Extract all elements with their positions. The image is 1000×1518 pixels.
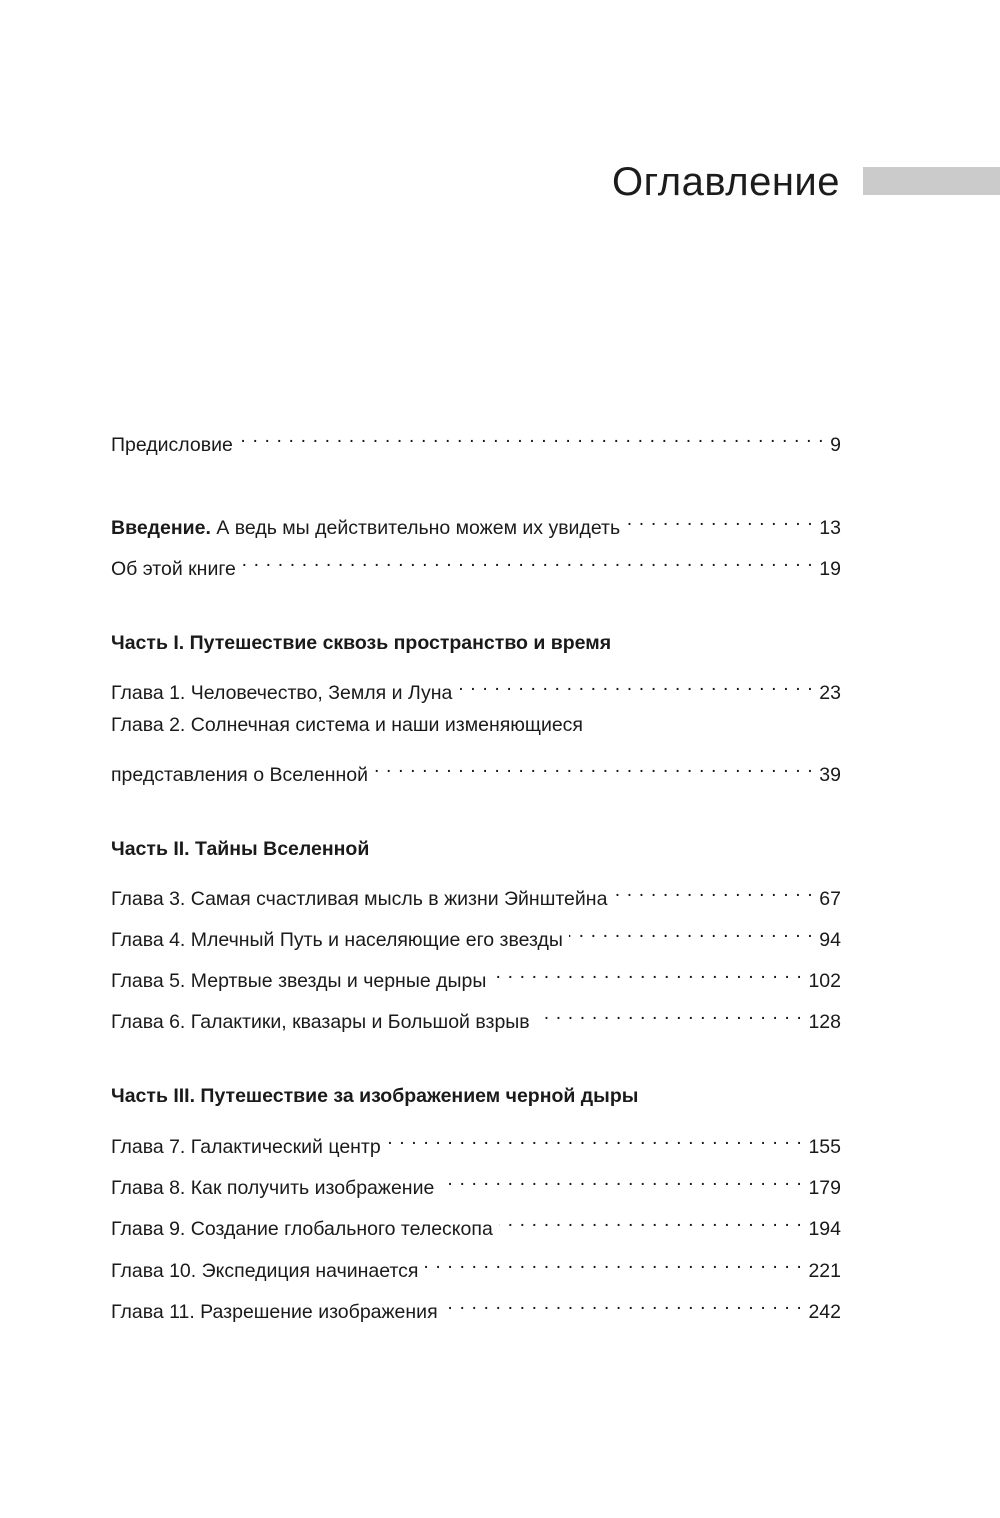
toc-entry-page: 194 [808, 1218, 841, 1240]
toc-entry-page: 67 [819, 888, 841, 910]
toc-entry-label: Об этой книге [111, 558, 236, 580]
toc-entry-chapter[interactable] [111, 1123, 841, 1158]
page-title: Оглавление [611, 160, 840, 204]
toc-entry-chapter[interactable] [111, 669, 841, 704]
toc-entry-chapter[interactable] [111, 1247, 841, 1282]
toc-entry-page: 128 [808, 1011, 841, 1033]
toc-entry-page: 179 [808, 1177, 841, 1199]
part-title: Часть III. Путешествие за изображением черной дыры [111, 1085, 639, 1107]
dot-leader [458, 669, 813, 699]
toc-entry-chapter[interactable] [111, 751, 841, 786]
toc-entry-chapter[interactable] [111, 1205, 841, 1240]
toc-entry-label: Глава 7. Галактический центр [111, 1136, 381, 1158]
toc-entry-page: 242 [808, 1301, 841, 1323]
dot-leader [499, 1205, 803, 1235]
dot-leader [425, 1247, 803, 1277]
dot-leader [613, 875, 813, 905]
toc-entry-chapter[interactable] [111, 875, 841, 910]
dot-leader [444, 1288, 803, 1318]
toc-entry-page: 102 [808, 970, 841, 992]
toc-entry-chapter[interactable] [111, 916, 841, 951]
toc-entry-page: 221 [808, 1260, 841, 1282]
toc-entry-label: Глава 1. Человечество, Земля и Луна [111, 682, 453, 704]
toc-entry-preface[interactable] [111, 421, 841, 456]
dot-leader [536, 998, 803, 1028]
toc-entry-label: Глава 11. Разрешение изображения [111, 1301, 438, 1323]
intro-bold-label: Введение. [111, 517, 211, 539]
dot-leader [626, 504, 813, 534]
part-title: Часть I. Путешествие сквозь пространство и время [111, 632, 612, 654]
toc-entry-label: Глава 3. Самая счастливая мысль в жизни Эйнштейна [111, 888, 608, 910]
toc-entry-label [111, 513, 620, 543]
toc-entry-page: 23 [819, 682, 841, 704]
toc-entry-label: Глава 10. Экспедиция начинается [111, 1260, 419, 1282]
toc-entry-label: представления о Вселенной [111, 764, 368, 786]
toc-entry-intro[interactable] [111, 504, 841, 539]
toc-entry-page: 155 [808, 1136, 841, 1158]
dot-leader [440, 1164, 802, 1194]
part-title: Часть II. Тайны Вселенной [111, 838, 370, 860]
dot-leader [242, 545, 813, 575]
dot-leader [569, 916, 813, 946]
toc-entry-page: 39 [819, 764, 841, 786]
dot-leader [492, 957, 802, 987]
toc-entry-chapter[interactable] [111, 1164, 841, 1199]
toc-entry-page: 94 [819, 929, 841, 951]
toc-entry-label: Глава 6. Галактики, квазары и Большой взрыв [111, 1011, 530, 1033]
dot-leader [374, 751, 813, 781]
toc-entry-label: Предисловие [111, 434, 233, 456]
toc-entry-chapter[interactable] [111, 957, 841, 992]
toc-entry-page: 19 [819, 558, 841, 580]
dot-leader [239, 421, 824, 451]
toc-entry-about[interactable] [111, 545, 841, 580]
toc-entry-label: Глава 5. Мертвые звезды и черные дыры [111, 970, 487, 992]
title-decorative-bar [863, 167, 1000, 195]
toc-entry-label: Глава 8. Как получить изображение [111, 1177, 435, 1199]
toc-entry-page: 9 [830, 434, 841, 456]
toc-entry-label-line1[interactable]: Глава 2. Солнечная система и наши изменяющиеся [111, 714, 583, 736]
toc-entry-chapter[interactable] [111, 1288, 841, 1323]
toc-entry-label: Глава 4. Млечный Путь и населяющие его звезды [111, 929, 563, 951]
dot-leader [387, 1123, 803, 1153]
intro-label-rest: А ведь мы действительно можем их увидеть [210, 517, 621, 539]
toc-entry-page: 13 [819, 517, 841, 539]
toc-entry-label: Глава 9. Создание глобального телескопа [111, 1218, 493, 1240]
toc-entry-chapter[interactable] [111, 998, 841, 1033]
